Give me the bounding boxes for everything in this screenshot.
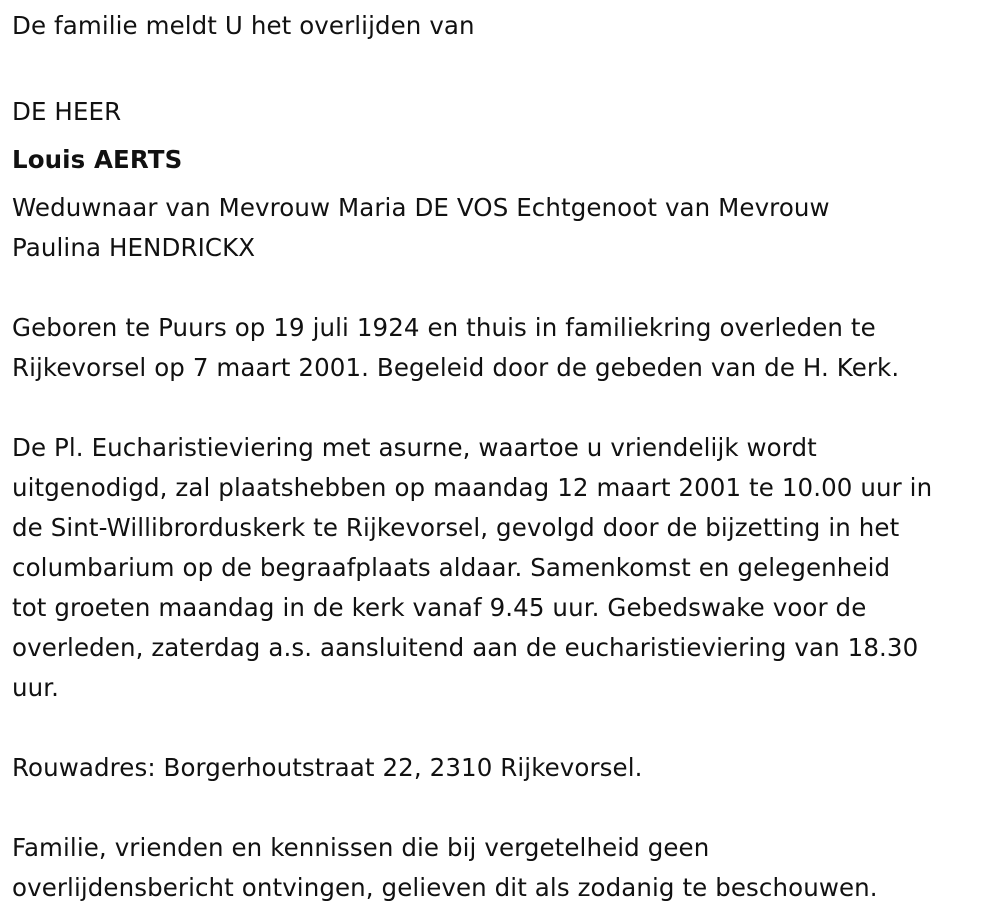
- honorific: DE HEER: [12, 97, 122, 126]
- spacer: [12, 788, 997, 828]
- ceremony-line-6: overleden, zaterdag a.s. aansluitend aan de eucharistieviering van 18.30: [12, 633, 919, 662]
- deceased-name: Louis AERTS: [12, 145, 183, 174]
- ceremony-line-7: uur.: [12, 673, 60, 702]
- ceremony-line-1: De Pl. Eucharistieviering met asurne, waartoe u vriendelijk wordt: [12, 433, 817, 462]
- death-notice: [12, 0, 997, 908]
- mourning-address: Rouwadres: Borgerhoutstraat 22, 2310 Rijkevorsel.: [12, 753, 643, 782]
- spacer: [12, 388, 997, 428]
- birth-line-1: Geboren te Puurs op 19 juli 1924 en thuis in familiekring overleden te: [12, 313, 876, 342]
- closing-line-2: overlijdensbericht ontvingen, gelieven dit als zodanig te beschouwen.: [12, 873, 878, 902]
- closing-line-1: Familie, vrienden en kennissen die bij vergetelheid geen: [12, 833, 710, 862]
- relations-line-2: Paulina HENDRICKX: [12, 233, 256, 262]
- intro-line: De familie meldt U het overlijden van: [12, 11, 475, 40]
- ceremony-line-4: columbarium op de begraafplaats aldaar. Samenkomst en gelegenheid: [12, 553, 891, 582]
- spacer: [12, 268, 997, 308]
- ceremony-line-2: uitgenodigd, zal plaatshebben op maandag 12 maart 2001 te 10.00 uur in: [12, 473, 933, 502]
- spacer: [12, 46, 997, 86]
- relations-line-1: Weduwnaar van Mevrouw Maria DE VOS Echtgenoot van Mevrouw: [12, 193, 830, 222]
- ceremony-line-3: de Sint-Willibrorduskerk te Rijkevorsel, gevolgd door de bijzetting in het: [12, 513, 900, 542]
- spacer: [12, 708, 997, 748]
- ceremony-line-5: tot groeten maandag in de kerk vanaf 9.45 uur. Gebedswake voor de: [12, 593, 867, 622]
- birth-line-2: Rijkevorsel op 7 maart 2001. Begeleid door de gebeden van de H. Kerk.: [12, 353, 900, 382]
